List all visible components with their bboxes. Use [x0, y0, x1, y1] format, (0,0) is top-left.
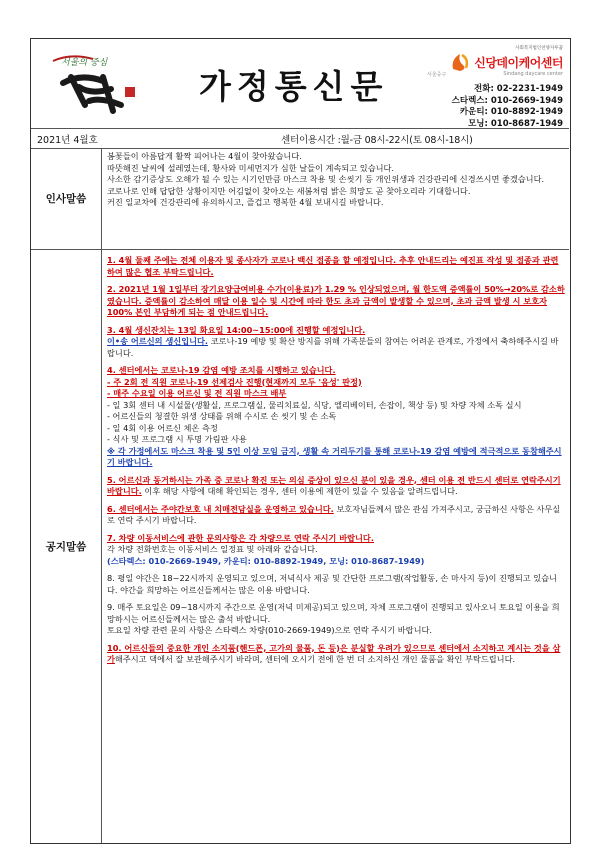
notice-item-4-line: - 매주 수요일 이용 어르신 및 전 직원 마스크 배부 — [107, 388, 287, 398]
greeting-section — [31, 148, 569, 250]
page-title: 가정통신문 — [199, 67, 389, 106]
notice-body — [107, 255, 565, 672]
notice-item-4-line: - 일 3회 센터 내 시설물(생활실, 프로그램실, 물리치료실, 식당, 엘리베이터, 손잡이, 책상 등) 및 차량 자체 소독 실시 — [107, 399, 522, 410]
notice-item-8-text: 8. 평일 야간은 18~22시까지 운영되고 있으며, 저녁식사 제공 및 간단한 프로그램(작업활동, 손 마사지 등)이 진행되고 있습니다. 야간을 희망하는 어르신들께서는 많은 이용 바랍니다. — [107, 573, 557, 595]
notice-item-3 — [107, 325, 565, 360]
notice-item-10 — [107, 643, 565, 666]
notice-section — [31, 249, 569, 843]
greeting-body — [107, 151, 563, 209]
greeting-line: 코로나로 인해 답답한 상황이지만 어김없이 찾아오는 새봄처럼 밝은 희망도 곧 찾아오리라 기대합니다. — [107, 185, 471, 196]
contact-county: 카운티: 010-8892-1949 — [459, 107, 563, 117]
header — [31, 39, 569, 129]
notice-item-4 — [107, 365, 565, 469]
notice-item-4-line: - 주 2회 전 직원 코로나-19 선제검사 진행(현재까지 모두 '음성' 판정) — [107, 376, 362, 387]
operating-hours: 센터이용시간 :월-금 08시-22시(토 08시-18시) — [281, 135, 473, 146]
notice-item-4-note: ※ 각 가정에서도 마스크 착용 및 5인 이상 모임 금지, 생활 속 거리두기를 통해 코로나-19 감염 예방에 적극적으로 동참해주시기 바랍니다. — [107, 445, 562, 467]
notice-item-4-line: - 어르신들의 청결한 위생 상태를 위해 수시로 손 씻기 및 손 소독 — [107, 411, 337, 421]
issue-date: 2021년 4월호 — [37, 135, 98, 146]
notice-item-5 — [107, 475, 565, 498]
contact-phone: 전화: 02-2231-1949 — [474, 84, 563, 94]
contact-list — [393, 84, 563, 130]
brand-foundation: 사회복지법인찬양자루꿈 — [515, 46, 563, 51]
greeting-line: 커진 일교차에 건강관리에 유의하시고, 즐겁고 행복한 4월 보내시길 바랍니다. — [107, 197, 384, 208]
notice-item-5-note: 이후 해당 사항에 대해 확인되는 경우, 센터 이용에 제한이 있을 수 있음을 알려드립니다. — [141, 486, 458, 496]
notice-item-6-title: 6. 센터에서는 주야간보호 내 치매전담실을 운영하고 있습니다. — [107, 503, 334, 514]
notice-item-3-title: 3. 4월 생신잔치는 13일 화요일 14:00~15:00에 진행할 예정입니다. — [107, 324, 366, 335]
junggu-logo — [41, 47, 151, 125]
notice-item-9-note: 토요일 차량 관련 문의 사항은 스타렉스 차량(010-2669-1949)으로 연락 주시기 바랍니다. — [107, 625, 432, 635]
contact-starex: 스타렉스: 010-2669-1949 — [451, 95, 563, 106]
info-bar — [31, 128, 569, 149]
notice-item-6-note: 보호자님들께서 많은 관심 가져주시고, 궁금하신 사항은 사무실로 연락 주시기 바랍니다. — [107, 503, 561, 525]
center-logo — [393, 45, 563, 130]
notice-item-7 — [107, 533, 565, 568]
notice-item-6 — [107, 504, 565, 527]
notice-item-2 — [107, 284, 565, 319]
greeting-line: 사소한 감기증상도 오해가 될 수 있는 시기인만큼 마스크 착용 및 손씻기 등 개인위생과 건강관리에 신경쓰시면 좋겠습니다. — [107, 174, 545, 185]
brand-subtitle: Sindang daycare center — [503, 71, 563, 77]
notice-item-8 — [107, 573, 565, 596]
notice-item-7-note: 각 차량 전화번호는 이동서비스 일정표 및 아래와 같습니다. — [107, 544, 318, 554]
greeting-line: 따뜻해진 날씨에 설레였는데, 황사와 미세먼지가 심한 날들이 계속되고 있습니다. — [107, 162, 395, 173]
brand-city: 서울중구 — [427, 72, 447, 78]
notice-item-1 — [107, 255, 565, 278]
svg-text:서울의 중심: 서울의 중심 — [61, 58, 108, 68]
notice-item-10-note: 해주시고 댁에서 잘 보관해주시기 바라며, 센터에 오시기 전에 한 번 더 소지하신 개인 물품을 확인 부탁드립니다. — [114, 654, 516, 664]
notice-item-3-birthday: 이•송 어르신의 생신입니다. — [107, 336, 209, 346]
brand-name: 신당데이케어센터 — [474, 55, 563, 70]
notice-item-3-note: 코로나-19 예방 및 확산 방지를 위해 가족분들의 참여는 어려운 관계로, 가정에서 축하해주시길 바랍니다. — [107, 336, 559, 358]
greeting-line: 봄꽃들이 아름답게 활짝 피어나는 4월이 찾아왔습니다. — [107, 151, 302, 161]
greeting-label: 인사말씀 — [31, 148, 102, 249]
contact-morning: 모닝: 010-8687-1949 — [468, 118, 563, 129]
notice-item-9-text: 9. 매주 토요일은 09~18시까지 주간으로 운영(저녁 미제공)되고 있으며, 자체 프로그램이 진행되고 있사오니 토요일 이용을 희망하시는 어르신들께서는 많은 출석 바랍니다. — [107, 602, 560, 624]
notice-item-4-line: - 일 4회 이용 어르신 체온 측정 — [107, 422, 218, 433]
notice-label: 공지말씀 — [31, 249, 102, 843]
notice-item-4-title: 4. 센터에서는 코로나-19 감염 예방 조치를 시행하고 있습니다. — [107, 365, 336, 375]
notice-item-2-text: 2. 2021년 1월 1일부터 장기요양급여비용 수가(이용료)가 1.29 % 인상되었으며, 월 한도액 증액률이 50%→20%로 감소하였습니다. 증액률이 감소하여 매달 이용 일수 및 시간에 따라 한도 초과 금액이 발생할 수 있으며, 초과 금액 발생 시 보호자 100% 본인 부담하게 되는 점 안내드립니다. — [107, 284, 565, 317]
notice-item-7-phones: (스타렉스: 010-2669-1949, 카운티: 010-8892-1949, 모닝: 010-8687-1949) — [107, 555, 425, 566]
notice-item-7-title: 7. 차량 이동서비스에 관한 문의사항은 각 차량으로 연락 주시기 바랍니다. — [107, 532, 374, 543]
notice-item-4-line: - 식사 및 프로그램 시 투명 가림판 사용 — [107, 434, 247, 444]
brand-mark-icon — [449, 51, 471, 73]
notice-item-5-title: 5. 어르신과 동거하시는 가족 중 코로나 확진 또는 의심 증상이 있으신 분이 있을 경우, 센터 이용 전 반드시 센터로 연락주시기 바랍니다. — [107, 474, 561, 496]
notice-item-10-title: 10. 어르신들의 중요한 개인 소지품(핸드폰, 고가의 물품, 돈 등)은 분실할 우려가 있으므로 센터에서 소지하고 계시는 것을 삼가 — [107, 642, 561, 664]
notice-item-1-text: 1. 4월 둘째 주에는 전체 이용자 및 종사자가 코로나 백신 접종을 할 예정입니다. 추후 안내드리는 예진표 작성 및 접종과 관련하여 많은 협조 부탁드립니다. — [107, 255, 559, 277]
newsletter-frame — [30, 38, 571, 844]
junggu-logo-icon — [41, 47, 151, 125]
notice-item-9 — [107, 602, 565, 637]
